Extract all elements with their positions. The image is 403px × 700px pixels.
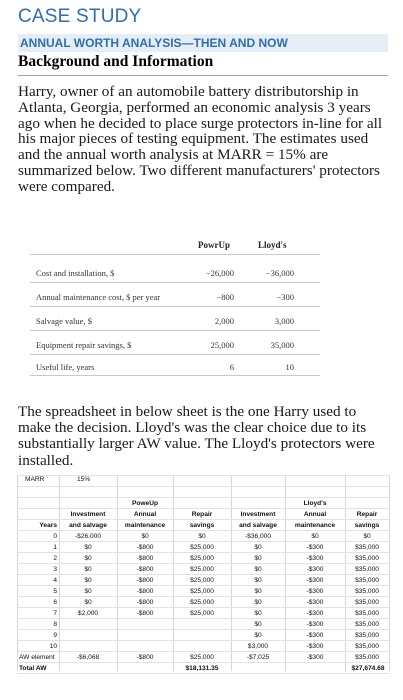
section-heading: Background and Information [18, 53, 214, 70]
table-cell: -$800 [136, 610, 154, 617]
sheet-gridline [17, 552, 389, 553]
aw-element-cell: -$6,068 [76, 654, 100, 661]
sheet-gridline [17, 574, 389, 575]
total-aw-label: Total AW [19, 665, 47, 672]
row-label-useful-life: Useful life, years [36, 362, 95, 372]
aw-element-cell: $35,000 [355, 654, 379, 661]
sheet-gridline [17, 486, 389, 487]
table-cell: -$300 [306, 577, 324, 584]
sheet-gridline [17, 629, 389, 630]
table-cell: 0 [53, 533, 57, 540]
sheet-gridline [17, 640, 389, 641]
table-cell: -$36,000 [244, 533, 272, 540]
table-cell: -$300 [306, 621, 324, 628]
cell-cost-lloyds: −36,000 [265, 268, 294, 278]
table-cell: $0 [141, 533, 149, 540]
sheet-gridline [17, 662, 389, 663]
table-bottom-rule [30, 375, 320, 376]
sheet-gridline [17, 530, 389, 531]
row-label-cost: Cost and installation, $ [36, 268, 115, 278]
col-head-powrup: PowrUp [198, 240, 230, 250]
table-cell: $25,000 [190, 566, 214, 573]
spreadsheet [17, 475, 389, 671]
sheet-gridline [17, 596, 389, 597]
cell-salvage-lloyds: 3,000 [274, 316, 294, 326]
table-cell: 2 [53, 555, 57, 562]
table-cell: 8 [53, 621, 57, 628]
table-cell: $35,000 [355, 588, 379, 595]
col-header-annual-2: maintenance [124, 522, 166, 529]
sheet-gridline [173, 475, 174, 671]
table-cell: 3 [53, 566, 57, 573]
table-cell: $0 [84, 544, 92, 551]
col-header-investment-2: and salvage [239, 522, 277, 529]
sheet-gridline [17, 651, 389, 652]
total-aw-lloyds: $27,674.68 [351, 665, 385, 672]
table-cell: $0 [84, 566, 92, 573]
sheet-gridline [17, 673, 389, 674]
table-cell: 6 [53, 599, 57, 606]
aw-element-cell: -$800 [136, 654, 154, 661]
table-cell: -$26,000 [74, 533, 102, 540]
table-cell: $35,000 [355, 610, 379, 617]
col-header-annual-2: maintenance [294, 522, 336, 529]
table-cell: $35,000 [355, 566, 379, 573]
cell-life-powrup: 6 [229, 362, 234, 372]
table-cell: $0 [254, 632, 262, 639]
table-cell: $0 [254, 621, 262, 628]
cell-maintenance-lloyds: −300 [276, 292, 294, 302]
sheet-gridline [389, 475, 390, 671]
table-cell: $3,000 [247, 643, 269, 650]
col-header-repair: Repair [356, 511, 378, 518]
table-cell: -$300 [306, 555, 324, 562]
subtitle-band: ANNUAL WORTH ANALYSIS—THEN AND NOW [18, 34, 388, 52]
cell-cost-powrup: −26,000 [205, 268, 234, 278]
col-header-years: Years [39, 522, 57, 529]
sheet-gridline [59, 475, 60, 671]
spreadsheet-intro-paragraph: The spreadsheet in below sheet is the one Harry used to make the decision. Lloyd's was the clear choice due to its substantially larger AW value. The Lloyd's protectors were installed. [18, 403, 375, 469]
table-cell: $0 [254, 555, 262, 562]
table-cell: -$300 [306, 643, 324, 650]
table-row-rule [30, 282, 320, 283]
heading-rule [18, 75, 388, 76]
aw-element-cell: $25,000 [190, 654, 214, 661]
table-cell: $0 [254, 599, 262, 606]
cell-salvage-powrup: 2,000 [214, 316, 234, 326]
table-cell: $0 [311, 533, 319, 540]
col-header-investment: Investment [70, 511, 106, 518]
col-header-repair-2: savings [189, 522, 215, 529]
table-cell: 5 [53, 588, 57, 595]
table-cell: $35,000 [355, 632, 379, 639]
table-cell: -$800 [136, 566, 154, 573]
sheet-gridline [17, 475, 389, 476]
table-cell: -$800 [136, 555, 154, 562]
table-cell: $35,000 [355, 599, 379, 606]
table-cell: 10 [49, 643, 57, 650]
col-header-annual: Annual [303, 511, 327, 518]
table-cell: $0 [84, 577, 92, 584]
cell-repair-powrup: 25,000 [210, 340, 234, 350]
table-row-rule [30, 354, 320, 355]
sheet-gridline [345, 475, 346, 671]
sheet-gridline [17, 607, 389, 608]
group-header-lloyds: Lloyd's [303, 500, 327, 507]
table-cell: $0 [84, 599, 92, 606]
table-cell: $0 [254, 588, 262, 595]
aw-element-cell: -$300 [306, 654, 324, 661]
table-cell: $0 [84, 555, 92, 562]
table-cell: $0 [254, 610, 262, 617]
estimates-table [30, 240, 330, 380]
table-cell: -$300 [306, 566, 324, 573]
aw-element-label: AW element [19, 654, 55, 661]
table-cell: -$300 [306, 632, 324, 639]
marr-value: 15% [77, 476, 91, 483]
col-head-lloyds: Lloyd's [258, 240, 287, 250]
sheet-gridline [17, 563, 389, 564]
table-cell: $25,000 [190, 599, 214, 606]
table-cell: 9 [53, 632, 57, 639]
table-cell: -$800 [136, 599, 154, 606]
row-label-maintenance: Annual maintenance cost, $ per year [36, 292, 161, 302]
sheet-gridline [231, 475, 232, 671]
col-header-repair: Repair [191, 511, 213, 518]
table-cell: $25,000 [190, 555, 214, 562]
table-row-rule [30, 330, 320, 331]
table-cell: $0 [198, 533, 206, 540]
sheet-gridline [17, 508, 389, 509]
table-cell: $0 [254, 577, 262, 584]
table-cell: -$800 [136, 588, 154, 595]
table-cell: $25,000 [190, 544, 214, 551]
table-cell: -$300 [306, 610, 324, 617]
table-cell: $35,000 [355, 555, 379, 562]
table-cell: 1 [53, 544, 57, 551]
total-aw-powrup: $18,131.35 [185, 665, 219, 672]
table-cell: -$300 [306, 588, 324, 595]
table-cell: $0 [363, 533, 371, 540]
sheet-gridline [17, 519, 389, 520]
sheet-gridline [17, 475, 18, 671]
sheet-gridline [17, 497, 389, 498]
table-cell: $25,000 [190, 577, 214, 584]
row-label-salvage: Salvage value, $ [36, 316, 92, 326]
col-header-investment: Investment [240, 511, 276, 518]
cell-life-lloyds: 10 [285, 362, 294, 372]
table-cell: $2,000 [77, 610, 99, 617]
table-cell: $25,000 [190, 588, 214, 595]
group-header-powrup: PoweUp [131, 500, 158, 507]
table-cell: -$800 [136, 544, 154, 551]
col-header-repair-2: savings [354, 522, 380, 529]
table-row-rule [30, 306, 320, 307]
table-cell: $0 [84, 588, 92, 595]
table-cell: $25,000 [190, 610, 214, 617]
table-cell: -$800 [136, 577, 154, 584]
sheet-gridline [17, 585, 389, 586]
table-cell: $35,000 [355, 544, 379, 551]
sheet-gridline [17, 618, 389, 619]
sheet-gridline [17, 541, 389, 542]
table-cell: $35,000 [355, 621, 379, 628]
marr-label: MARR [25, 476, 45, 483]
table-cell: 4 [53, 577, 57, 584]
row-label-repair-savings: Equipment repair savings, $ [36, 340, 132, 350]
case-study-title: CASE STUDY [18, 6, 142, 27]
table-cell: $0 [254, 566, 262, 573]
intro-paragraph: Harry, owner of an automobile battery distributorship in Atlanta, Georgia, performed an economic analysis 3 years ago when he decided to place surge protectors in-line for all his major pieces of testing equipment. The estimates used and the annual worth analysis at MARR = 15% are summarized below. Two different manufacturers' protectors were compared. [18, 83, 383, 195]
table-cell: -$300 [306, 599, 324, 606]
table-cell: $35,000 [355, 577, 379, 584]
col-header-investment-2: and salvage [69, 522, 107, 529]
table-cell: $35,000 [355, 643, 379, 650]
cell-repair-lloyds: 35,000 [270, 340, 294, 350]
col-header-annual: Annual [133, 511, 157, 518]
aw-element-cell: -$7,025 [246, 654, 270, 661]
table-cell: 7 [53, 610, 57, 617]
table-cell: $0 [254, 544, 262, 551]
table-cell: -$300 [306, 544, 324, 551]
table-top-rule [30, 254, 320, 255]
cell-maintenance-powrup: −800 [216, 292, 234, 302]
